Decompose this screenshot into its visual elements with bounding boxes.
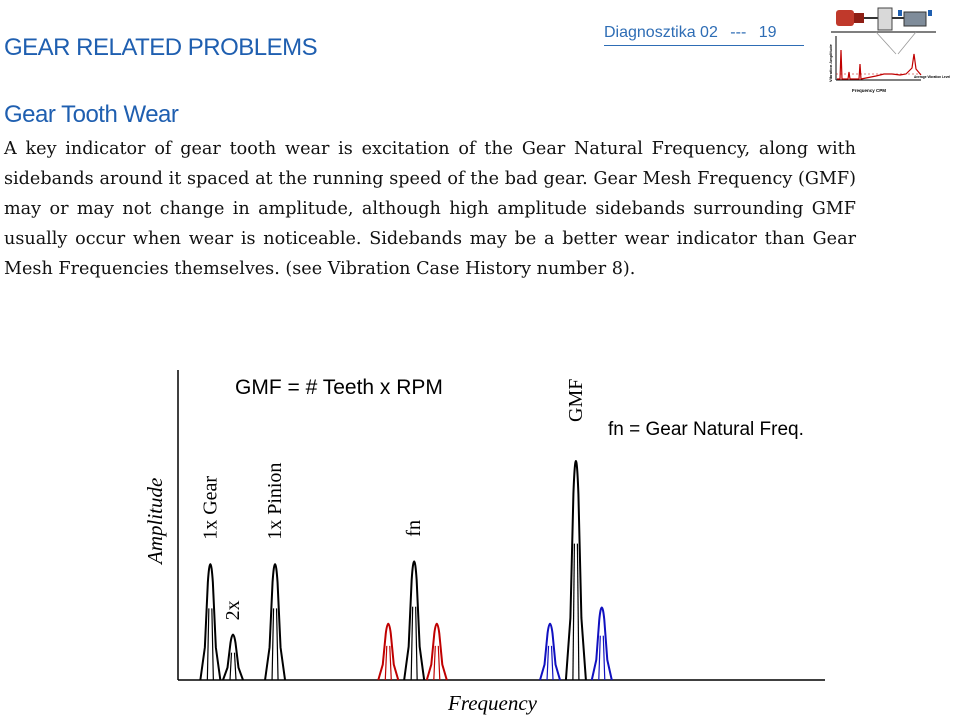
ref-separator: --- xyxy=(730,24,747,41)
spectrum-peak-detail xyxy=(272,608,274,680)
spectrum-peak-detail xyxy=(411,607,413,680)
thumb-xlabel: Frequency CPM xyxy=(852,88,887,93)
annotation-fn: fn = Gear Natural Freq. xyxy=(608,419,804,440)
peak-label: fn xyxy=(403,520,426,537)
body-paragraph xyxy=(4,134,856,284)
page-number: 19 xyxy=(758,24,777,41)
x-axis-label: Frequency xyxy=(448,691,538,715)
spectrum-peak-detail xyxy=(234,653,236,680)
spectrum-peak xyxy=(404,561,424,680)
spectrum-peak-detail xyxy=(416,607,418,680)
gearbox-icon xyxy=(878,8,892,30)
spectrum-peak-detail xyxy=(573,544,575,680)
spectrum-peak-detail xyxy=(552,646,554,680)
y-axis-label: Amplitude xyxy=(143,477,167,564)
annotation-gmf: GMF = # Teeth x RPM xyxy=(235,376,443,399)
peak-label: GMF xyxy=(564,378,587,422)
spectrum-peak xyxy=(566,461,586,680)
spectrum-peak xyxy=(427,624,447,680)
spectrum-peak xyxy=(540,624,560,680)
peak-label: 1x Gear xyxy=(199,475,222,540)
gear-spectrum-chart xyxy=(130,360,830,716)
course-name: Diagnosztika 02 xyxy=(604,24,718,41)
spectrum-peak-detail xyxy=(385,646,387,680)
spectrum-peak-detail xyxy=(390,646,392,680)
spectrum-peaks xyxy=(199,379,611,680)
peak-label: 2x xyxy=(221,600,244,621)
thumb-ylabel: Vibration Amplitude xyxy=(828,44,833,82)
spectrum-peak xyxy=(200,564,220,680)
spectrum-peak-detail xyxy=(599,636,601,680)
spectrum-peak-detail xyxy=(207,608,209,680)
spectrum-peak xyxy=(378,624,398,680)
slide-title: GEAR RELATED PROBLEMS xyxy=(4,34,318,61)
spectrum-peak-detail xyxy=(212,608,214,680)
spectrum-peak-detail xyxy=(547,646,549,680)
spectrum-peak-detail xyxy=(603,636,605,680)
spectrum-peak xyxy=(223,635,243,680)
pump-icon xyxy=(904,12,926,26)
machine-spectrum-thumbnail xyxy=(826,4,960,96)
peak-label: 1x Pinion xyxy=(264,462,287,540)
spectrum-peak xyxy=(592,607,612,680)
spectrum-peak-detail xyxy=(438,646,440,680)
section-title: Gear Tooth Wear xyxy=(4,101,179,128)
spectrum-peak-detail xyxy=(577,544,579,680)
body-paragraph-text: A key indicator of gear tooth wear is excitation of the Gear Natural Frequency, along with sidebands around it spaced at the running speed of the bad gear. Gear Mesh Frequency (GMF) may or may not change in amplitude, although high amplitude sidebands surrounding GMF usually occur when wear is noticeable. Sidebands may be a better wear indicator than Gear Mesh Frequencies themselves. (see Vibration Case History number 8). xyxy=(4,139,856,279)
thumb-legend: Average Vibration Level xyxy=(914,75,951,79)
spectrum-peak-detail xyxy=(277,608,279,680)
spectrum-peak-detail xyxy=(434,646,436,680)
spectrum-peak-detail xyxy=(230,653,232,680)
spectrum-peak xyxy=(265,564,285,680)
motor-icon xyxy=(836,10,854,26)
slide-reference xyxy=(604,24,804,46)
